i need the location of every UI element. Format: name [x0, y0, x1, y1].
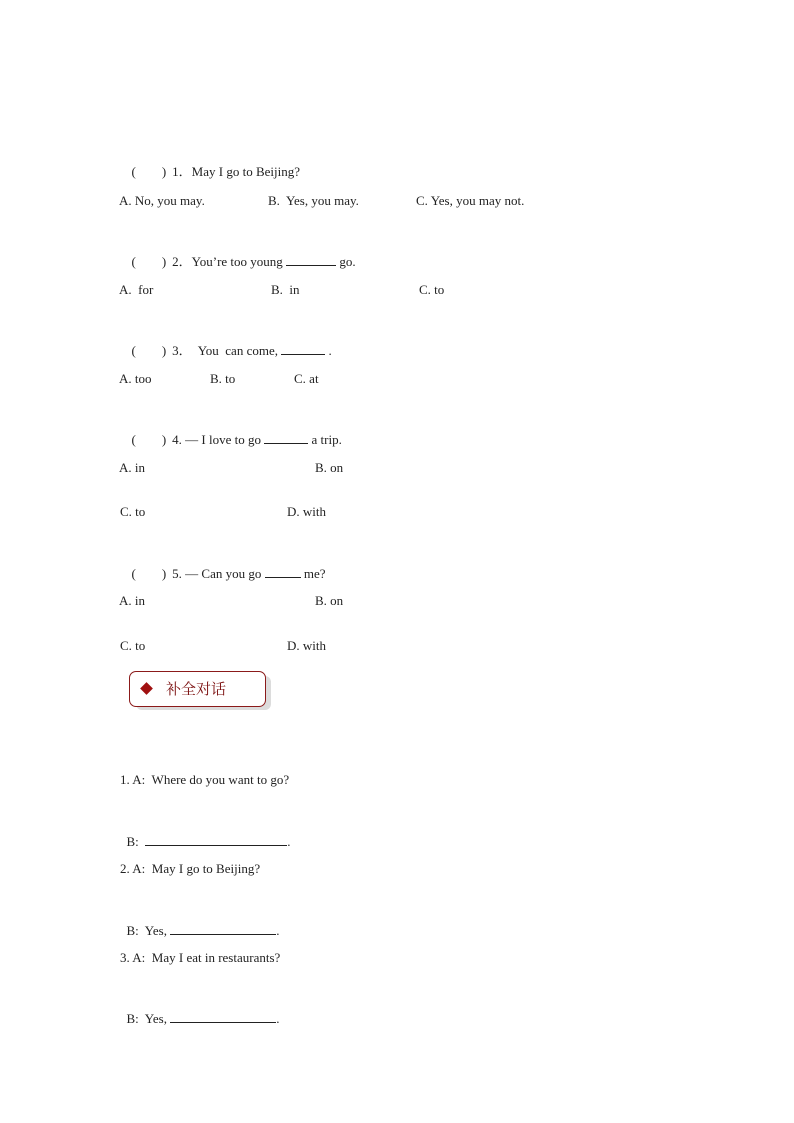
- question-4: [125, 415, 342, 448]
- question-2: [125, 237, 356, 270]
- question-text-pre: 2．You’re too young: [172, 254, 287, 269]
- question-text-pre: 5. — Can you go: [172, 566, 265, 581]
- section-title: 补全对话: [166, 680, 227, 698]
- option-c: C. Yes, you may not.: [416, 193, 525, 208]
- dialog-3-question: 3. A: May I eat in restaurants?: [120, 950, 281, 965]
- dialog-1-question: 1. A: Where do you want to go?: [120, 772, 290, 787]
- option-c: C. at: [294, 371, 319, 386]
- option-a: A. in: [119, 460, 145, 475]
- answer-paren: ( ): [131, 164, 167, 179]
- answer-suffix: .: [276, 1011, 280, 1026]
- question-text-post: me?: [300, 566, 326, 581]
- answer-paren: ( ): [131, 566, 167, 581]
- answer-suffix: .: [276, 923, 280, 938]
- question-text-post: a trip.: [308, 432, 342, 447]
- question-text-pre: 3． You can come,: [172, 343, 282, 358]
- question-text-post: .: [325, 343, 332, 358]
- answer-prefix: B:: [126, 834, 146, 849]
- answer-blank[interactable]: [170, 922, 276, 935]
- option-a: A. in: [119, 593, 145, 608]
- question-text-post: go.: [336, 254, 356, 269]
- answer-paren: ( ): [131, 432, 167, 447]
- answer-suffix: .: [287, 834, 291, 849]
- answer-blank[interactable]: [286, 253, 336, 266]
- answer-prefix: B: Yes,: [126, 923, 171, 938]
- question-text: 1．May I go to Beijing?: [172, 164, 300, 179]
- option-b: B. on: [315, 593, 344, 608]
- dialog-2-answer: [120, 906, 279, 939]
- diamond-bullet-icon: [140, 682, 153, 695]
- section-header: [129, 671, 266, 707]
- dialog-2-question: 2. A: May I go to Beijing?: [120, 861, 261, 876]
- question-1: [125, 148, 300, 180]
- answer-blank[interactable]: [170, 1010, 276, 1023]
- option-a: A. No, you may.: [119, 193, 205, 208]
- answer-blank[interactable]: [281, 342, 325, 355]
- dialog-1-answer: [120, 817, 291, 850]
- option-b: B. to: [210, 371, 236, 386]
- answer-blank[interactable]: [264, 431, 308, 444]
- question-5: [125, 549, 326, 582]
- question-3: [125, 326, 332, 359]
- option-a: A. too: [119, 371, 152, 386]
- option-a: A. for: [119, 282, 154, 297]
- option-c: C. to: [120, 638, 146, 653]
- option-d: D. with: [287, 504, 326, 519]
- answer-blank[interactable]: [265, 565, 301, 578]
- answer-prefix: B: Yes,: [126, 1011, 171, 1026]
- option-b: B. in: [271, 282, 300, 297]
- answer-paren: ( ): [131, 254, 167, 269]
- option-c: C. to: [419, 282, 445, 297]
- answer-paren: ( ): [131, 343, 167, 358]
- dialog-3-answer: [120, 994, 279, 1027]
- option-c: C. to: [120, 504, 146, 519]
- option-b: B. Yes, you may.: [268, 193, 359, 208]
- option-b: B. on: [315, 460, 344, 475]
- answer-blank[interactable]: [145, 833, 287, 846]
- option-d: D. with: [287, 638, 326, 653]
- question-text-pre: 4. — I love to go: [172, 432, 265, 447]
